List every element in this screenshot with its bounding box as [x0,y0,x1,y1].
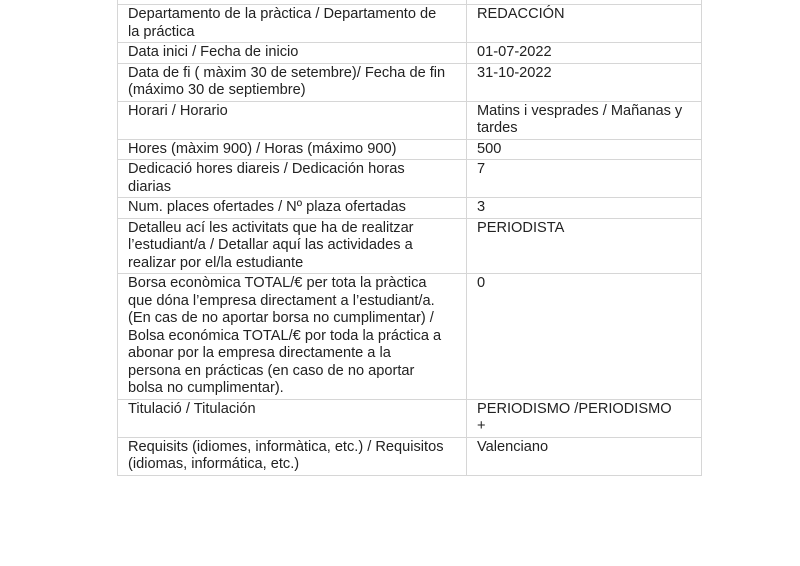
field-label: Requisits (idiomes, informàtica, etc.) / Requisitos (idiomas, informática, etc.) [118,437,467,475]
field-label: Hores (màxim 900) / Horas (máximo 900) [118,139,467,160]
table-row-total-hours [118,139,702,160]
field-value: 500 [467,139,702,160]
field-label: Data de fi ( màxim 30 de setembre)/ Fecha de fin (máximo 30 de septiembre) [118,63,467,101]
field-label: Num. places ofertades / Nº plaza ofertadas [118,198,467,219]
field-value: 31-10-2022 [467,63,702,101]
field-label: Data inici / Fecha de inicio [118,43,467,64]
table-row-requirements [118,437,702,475]
field-label: Borsa econòmica TOTAL/€ per tota la pràctica que dóna l’empresa directament a l’estudiant/a. (En cas de no aportar borsa no cumplimentar) / Bolsa económica TOTAL/€ por toda la práctica a abonar por la empresa directamente a la persona en prácticas (en caso de no aportar bolsa no cumplimentar). [118,274,467,400]
field-value: REDACCIÓN [467,5,702,43]
table-row-places-offered [118,198,702,219]
field-value: 0 [467,274,702,400]
table-row-department [118,5,702,43]
field-value: PERIODISTA [467,218,702,274]
field-value: Valenciano [467,437,702,475]
field-label: Dedicació hores diareis / Dedicación horas diarias [118,160,467,198]
table-row-daily-hours [118,160,702,198]
table-row-activities [118,218,702,274]
table-row-economic-grant [118,274,702,400]
field-value: PERIODISMO /PERIODISMO + [467,399,702,437]
field-label: Horari / Horario [118,101,467,139]
field-label: Detalleu ací les activitats que ha de realitzar l’estudiant/a / Detallar aquí las actividades a realizar por el/la estudiante [118,218,467,274]
field-value: 01-07-2022 [467,43,702,64]
field-label: Titulació / Titulación [118,399,467,437]
table-row-end-date [118,63,702,101]
table-row-schedule [118,101,702,139]
practice-details-table [117,0,702,476]
field-value: 3 [467,198,702,219]
field-label: Departamento de la pràctica / Departamento de la práctica [118,5,467,43]
field-value: Matins i vesprades / Mañanas y tardes [467,101,702,139]
table-row-degree [118,399,702,437]
table-row-start-date [118,43,702,64]
field-value: 7 [467,160,702,198]
